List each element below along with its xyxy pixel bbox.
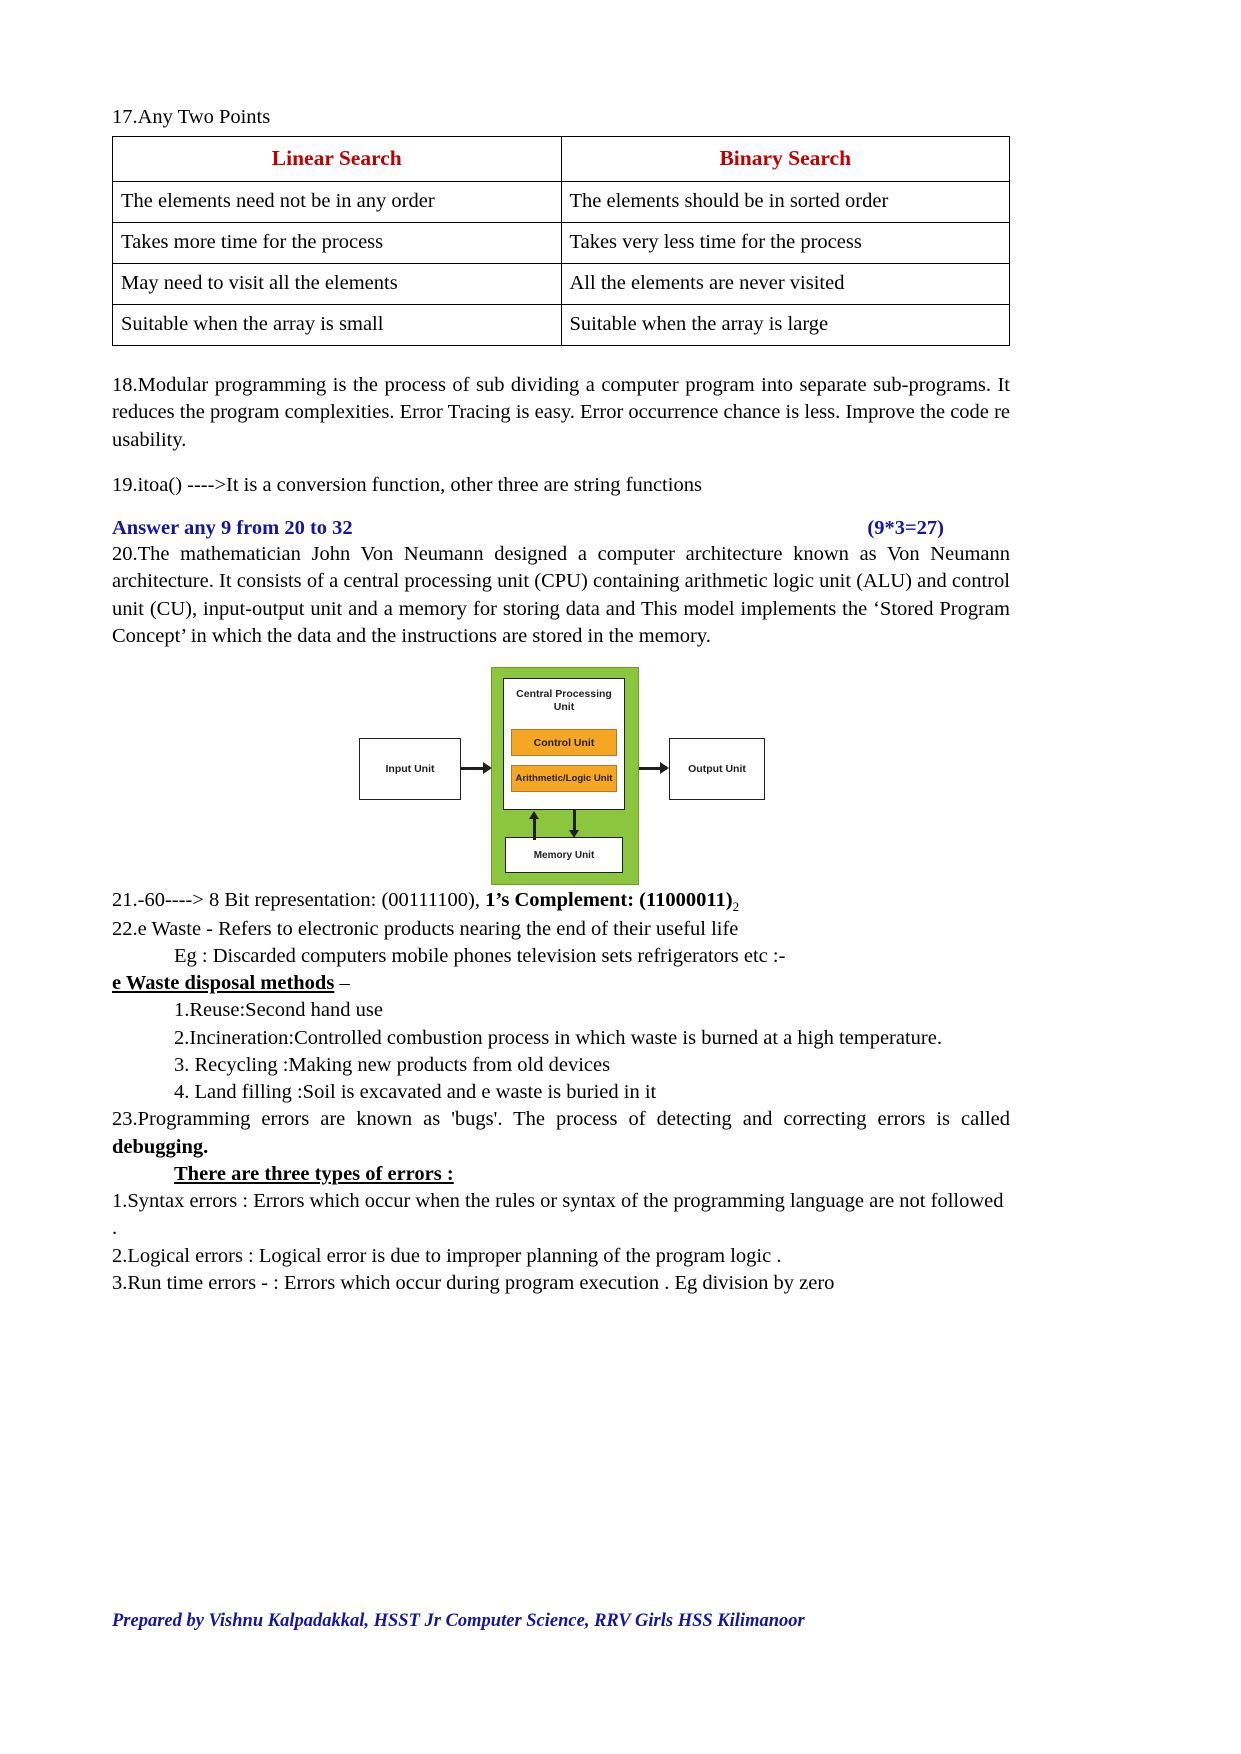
- arrow-cpu-to-output-head: [660, 762, 669, 774]
- von-neumann-diagram-wrapper: [112, 662, 1010, 887]
- cpu-title-line-2: Unit: [553, 700, 575, 713]
- table-cell: Suitable when the array is large: [561, 305, 1010, 346]
- table-row: [113, 223, 1010, 264]
- table-header-binary-search: Binary Search: [561, 137, 1010, 182]
- table-header-row: [113, 137, 1010, 182]
- arrow-memory-to-cpu-head: [529, 811, 539, 819]
- cpu-title-line-1: Central Processing: [516, 688, 612, 701]
- control-unit-box: Control Unit: [511, 729, 617, 756]
- table-cell: The elements should be in sorted order: [561, 182, 1010, 223]
- e-waste-method-3: 3. Recycling :Making new products from old devices: [174, 1053, 611, 1076]
- e-waste-heading-suffix: –: [334, 972, 350, 995]
- answer-21-subscript: 2: [732, 899, 740, 915]
- table-cell: Suitable when the array is small: [113, 305, 562, 346]
- linear-vs-binary-search-table: [112, 136, 1010, 346]
- question-17-label: 17.Any Two Points: [112, 106, 271, 128]
- document-content: [112, 104, 1010, 1297]
- answer-18-paragraph: 18.Modular programming is the process of sub dividing a computer program into separate sub-programs. It reduces the program complexities. Error Tracing is easy. Error occurrence chance is less. Improve the code re usability.: [112, 374, 1010, 451]
- answer-21-prefix: 21.-60----> 8 Bit representation: (00111100),: [112, 889, 486, 912]
- section-heading-title: Answer any 9 from 20 to 32: [112, 517, 353, 540]
- table-header-linear-search: Linear Search: [113, 137, 562, 182]
- section-heading-marks: (9*3=27): [867, 517, 944, 540]
- answer-23-intro-prefix: 23.Programming errors are known as 'bugs'. The process of detecting and correcting errors is called: [112, 1108, 1010, 1131]
- errors-types-heading: [112, 1161, 1010, 1188]
- error-type-2: 2.Logical errors : Logical error is due to improper planning of the program logic .: [112, 1244, 782, 1267]
- table-cell: May need to visit all the elements: [113, 264, 562, 305]
- answer-22-line-1: 22.e Waste - Refers to electronic products nearing the end of their useful life: [112, 917, 739, 940]
- output-unit-box: Output Unit: [669, 738, 765, 800]
- e-waste-method-1: 1.Reuse:Second hand use: [174, 999, 383, 1022]
- cpu-title-label: [503, 688, 625, 713]
- answer-23-intro: [112, 1106, 1010, 1161]
- answer-23-intro-bold: debugging.: [112, 1135, 209, 1158]
- e-waste-method-2: 2.Incineration:Controlled combustion process in which waste is burned at a high temperature.: [174, 1026, 942, 1049]
- e-waste-method-4: 4. Land filling :Soil is excavated and e waste is buried in it: [174, 1081, 657, 1104]
- error-type-3: 3.Run time errors - : Errors which occur during program execution . Eg division by zero: [112, 1271, 835, 1294]
- table-cell: All the elements are never visited: [561, 264, 1010, 305]
- table-cell: Takes very less time for the process: [561, 223, 1010, 264]
- arrow-cpu-to-memory-head: [569, 830, 579, 838]
- table-cell: Takes more time for the process: [113, 223, 562, 264]
- von-neumann-architecture-diagram: [349, 662, 769, 887]
- table-row: [113, 182, 1010, 223]
- answer-19-paragraph: 19.itoa() ---->It is a conversion function, other three are string functions: [112, 473, 702, 496]
- arrow-input-to-cpu-head: [483, 762, 492, 774]
- answer-21-bold: 1’s Complement: (11000011): [485, 889, 733, 912]
- answer-21-paragraph: [112, 887, 1010, 915]
- input-unit-box: Input Unit: [359, 738, 461, 800]
- e-waste-disposal-methods-heading: [112, 970, 1010, 997]
- error-type-1: 1.Syntax errors : Errors which occur when the rules or syntax of the programming language are not followed .: [112, 1190, 1004, 1240]
- table-cell: The elements need not be in any order: [113, 182, 562, 223]
- table-row: [113, 264, 1010, 305]
- table-row: [113, 305, 1010, 346]
- errors-types-heading-text: There are three types of errors :: [174, 1162, 454, 1185]
- answer-22-line-2: Eg : Discarded computers mobile phones television sets refrigerators etc :-: [174, 944, 786, 967]
- answer-20-paragraph: 20.The mathematician John Von Neumann designed a computer architecture known as Von Neumann architecture. It consists of a central processing unit (CPU) containing arithmetic logic unit (ALU) and control unit (CU), input-output unit and a memory for storing data and This model implements the ‘Stored Program Concept’ in which the data and the instructions are stored in the memory.: [112, 543, 1010, 647]
- section-heading-answer-any-9: [112, 517, 1010, 540]
- e-waste-heading-underlined: e Waste disposal methods: [112, 972, 335, 995]
- page-footer-credit: Prepared by Vishnu Kalpadakkal, HSST Jr Computer Science, RRV Girls HSS Kilimanoor: [112, 1611, 805, 1631]
- arithmetic-logic-unit-box: Arithmetic/Logic Unit: [511, 765, 617, 792]
- arrow-cpu-to-memory-line: [573, 810, 576, 832]
- arrow-memory-to-cpu-line: [533, 818, 536, 840]
- memory-unit-box: Memory Unit: [505, 837, 623, 873]
- arrow-input-to-cpu-line: [461, 767, 485, 770]
